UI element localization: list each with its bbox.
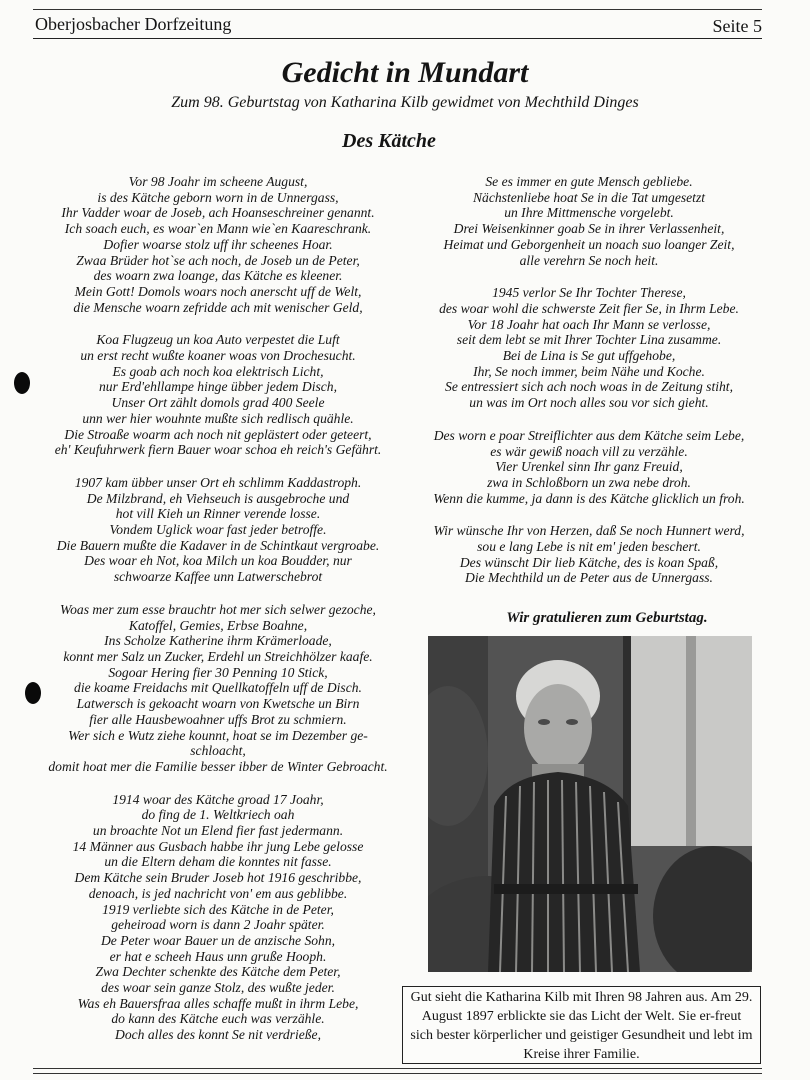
poem-line: 1919 verliebte sich des Kätche in de Peter, xyxy=(102,901,334,917)
poem-line: Bei de Lina is Se gut uffgehobe, xyxy=(502,348,676,364)
poem-line: do kann des Kätche euch was verzähle. xyxy=(111,1011,325,1027)
poem-line: un die Eltern deham die konntes nit fasse. xyxy=(104,854,332,870)
poem-line: Die Bauern mußte die Kadaver in de Schintkaut vergroabe. xyxy=(56,537,380,553)
poem-line: Sogoar Hering fier 30 Penning 10 Stick, xyxy=(108,664,328,680)
poem-line: Katoffel, Gemies, Erbse Boahne, xyxy=(128,617,308,633)
poem-line: eh' Keufuhrwerk fiern Bauer woar schoa eh reich's Gefährt. xyxy=(54,442,382,458)
poem-line: Was eh Bauersfraa alles schaffe mußt in ihrm Lebe, xyxy=(77,995,359,1011)
poem-title: Des Kätche xyxy=(342,130,436,152)
poem-line: unn wer hier wouhnte mußte sich redlisch quähle. xyxy=(82,410,354,426)
poem-line: alle verehrn Se noch heit. xyxy=(519,252,659,268)
page-number: Seite 5 xyxy=(712,16,762,36)
poem-stanza xyxy=(412,428,766,507)
poem-line: Mein Gott! Domols woars noch anerscht uff de Welt, xyxy=(74,283,362,299)
poem-line: Wer sich e Wutz ziehe kounnt, hoat se im Dezember ge- xyxy=(68,727,368,743)
poem-stanza xyxy=(412,523,766,586)
poem-column-right xyxy=(412,174,766,603)
poem-line: Ich soach euch, es woar`en Mann wie`en Kaareschrank. xyxy=(64,221,372,237)
poem-line: Wenn die kumme, ja dann is des Kätche glicklich un froh. xyxy=(433,490,745,506)
poem-line: is des Kätche geborn worn in de Unnergass, xyxy=(97,189,339,205)
poem-line: schloacht, xyxy=(190,743,246,759)
poem-line: sou e lang Lebe is nit em' jeden beschert. xyxy=(477,539,701,555)
punch-hole xyxy=(25,682,41,704)
poem-line: 1945 verlor Se Ihr Tochter Therese, xyxy=(492,285,686,301)
publication-name: Oberjosbacher Dorfzeitung xyxy=(35,14,232,34)
poem-line: Latwersch is gekoacht woarn von Kwetsche un Birn xyxy=(76,696,360,712)
poem-line: Die Mechthild un de Peter aus de Unnergass. xyxy=(465,570,713,586)
poem-line: un Ihre Mittmensche vorgelebt. xyxy=(504,205,674,221)
poem-line: 14 Männer aus Gusbach habbe ihr jung Lebe gelosse xyxy=(72,838,364,854)
poem-line: 1914 woar des Kätche groad 17 Joahr, xyxy=(112,791,324,807)
poem-line: Des worn e poar Streiflichter aus dem Kätche seim Lebe, xyxy=(433,427,745,443)
poem-line: Woas mer zum esse brauchtr hot mer sich selwer gezoche, xyxy=(60,601,376,617)
poem-line: hot vill Kieh un Rinner verende losse. xyxy=(115,506,321,522)
dedication-line: Zum 98. Geburtstag von Katharina Kilb gewidmet von Mechthild Dinges xyxy=(171,94,639,111)
poem-line: 1907 kam übber unser Ort eh schlimm Kaddastroph. xyxy=(74,474,362,490)
poem-stanza xyxy=(30,602,406,775)
poem-line: De Peter woar Bauer un de anzische Sohn, xyxy=(100,932,336,948)
poem-line: Dofier woarse stolz uff ihr scheenes Hoar. xyxy=(103,236,333,252)
poem-line: Des wünscht Dir lieb Kätche, des is koan Spaß, xyxy=(459,554,719,570)
poem-stanza xyxy=(412,174,766,268)
poem-column-left xyxy=(30,174,406,1060)
poem-line: Heimat und Geborgenheit un noach suo loanger Zeit, xyxy=(443,236,735,252)
poem-stanza xyxy=(30,332,406,458)
poem-line: schwoarze Kaffee unn Latwerschebrot xyxy=(113,569,323,585)
poem-line: fier alle Hausbewoahner uffs Brot zu schmiern. xyxy=(89,711,347,727)
poem-line: Ins Scholze Katherine ihrm Krämerloade, xyxy=(104,633,332,649)
poem-line: die koame Freidachs mit Quellkatoffeln uff de Disch. xyxy=(74,680,362,696)
poem-line: do fing de 1. Weltkriech oah xyxy=(141,807,295,823)
header-rule-bottom xyxy=(33,38,762,39)
poem-line: Se entressiert sich ach noch woas in de Zeitung stiht, xyxy=(445,379,733,395)
article-title: Gedicht in Mundart xyxy=(281,56,529,89)
poem-line: un was im Ort noch alles sou vor sich gieht. xyxy=(469,395,709,411)
poem-line: Vor 18 Joahr hat oach Ihr Mann se verlosse, xyxy=(467,316,711,332)
poem-line: Zwaa Brüder hot`se ach noch, de Joseb un de Peter, xyxy=(76,252,360,268)
poem-line: Doch alles des konnt Se nit verdrieße, xyxy=(115,1027,321,1043)
poem-stanza xyxy=(412,285,766,411)
poem-line: konnt mer Salz un Zucker, Erdehl un Streichhölzer kaafe. xyxy=(63,648,373,664)
poem-stanza xyxy=(30,475,406,585)
footer-rule-second xyxy=(33,1073,762,1074)
poem-line: Es goab ach noch koa elektrisch Licht, xyxy=(112,363,324,379)
poem-line: Zwa Dechter schenkte des Kätche dem Peter, xyxy=(95,964,341,980)
poem-line: des woar sein ganze Stolz, des wußte jeder. xyxy=(101,980,335,996)
poem-line: Nächstenliebe hoat Se in die Tat umgesetzt xyxy=(472,189,706,205)
photo-caption: Gut sieht die Katharina Kilb mit Ihren 98 Jahren aus. Am 29. August 1897 erblickte sie das Licht der Welt. Sie er-freut sich bester körperlicher und geistiger Gesundheit und lebt im Kreise ihrer Familie. xyxy=(402,986,761,1064)
poem-line: des woar wohl die schwerste Zeit fier Se, in Ihrm Lebe. xyxy=(439,300,739,316)
poem-line: er hat e scheeh Haus unn gruße Hooph. xyxy=(109,948,327,964)
poem-line: Ihr, Se noch immer, beim Nähe und Koche. xyxy=(473,363,705,379)
page-header xyxy=(33,0,762,40)
poem-line: Vier Urenkel sinn Ihr ganz Freuid, xyxy=(495,459,683,475)
portrait-image xyxy=(428,636,752,972)
poem-line: Vondem Uglick woar fast jeder betroffe. xyxy=(109,522,327,538)
poem-line: un broachte Not un Elend fier fast jedermann. xyxy=(92,823,344,839)
poem-line: Dem Kätche sein Bruder Joseb hot 1916 geschribbe, xyxy=(74,870,362,886)
poem-line: un erst recht wußte koaner woas von Drochesucht. xyxy=(80,348,356,364)
poem-line: De Milzbrand, eh Viehseuch is ausgebroche und xyxy=(86,490,350,506)
poem-line: Des woar eh Not, koa Milch un koa Boudder, nur xyxy=(84,553,352,569)
poem-line: Die Stroaße woarm ach noch nit geplästert oder geteert, xyxy=(64,426,372,442)
poem-line: geheiroad worn is dann 2 Joahr später. xyxy=(111,917,325,933)
poem-stanza xyxy=(30,174,406,315)
poem-line: Koa Flugzeug un koa Auto verpestet die Luft xyxy=(96,332,340,348)
poem-line: seit dem lebt se mit Ihrer Tochter Lina zusamme. xyxy=(456,332,722,348)
header-rule-top xyxy=(33,9,762,10)
congrats-heading: Wir gratulieren zum Geburtstag. xyxy=(506,610,708,626)
poem-line: Vor 98 Joahr im scheene August, xyxy=(128,174,308,189)
poem-line: es wär gewiß noach vill zu verzähle. xyxy=(490,443,688,459)
poem-stanza xyxy=(30,792,406,1043)
poem-line: des woarn zwa loange, das Kätche es kleener. xyxy=(93,268,343,284)
poem-line: nur Erd'ehllampe hinge übber jedem Disch, xyxy=(99,379,337,395)
poem-line: Unser Ort zählt domols grad 400 Seele xyxy=(111,395,325,411)
poem-line: zwa in Schloßborn un zwa nebe droh. xyxy=(487,474,691,490)
poem-line: denoach, is jed nachricht von' em aus geblibbe. xyxy=(88,885,348,901)
poem-line: Se es immer en gute Mensch gebliebe. xyxy=(485,174,693,189)
poem-line: die Mensche woarn zefridde ach mit wenischer Geld, xyxy=(73,299,363,315)
punch-hole xyxy=(14,372,30,394)
poem-line: Ihr Vadder woar de Joseb, ach Hoanseschreiner genannt. xyxy=(61,205,375,221)
poem-line: Wir wünsche Ihr von Herzen, daß Se noch Hunnert werd, xyxy=(433,523,745,539)
footer-rule xyxy=(33,1068,762,1069)
portrait-photo xyxy=(428,636,752,972)
poem-line: domit hoat mer die Familie besser ibber de Winter Gebroacht. xyxy=(48,758,388,774)
poem-line: Drei Weisenkinner goab Se in ihrer Verlassenheit, xyxy=(453,221,725,237)
